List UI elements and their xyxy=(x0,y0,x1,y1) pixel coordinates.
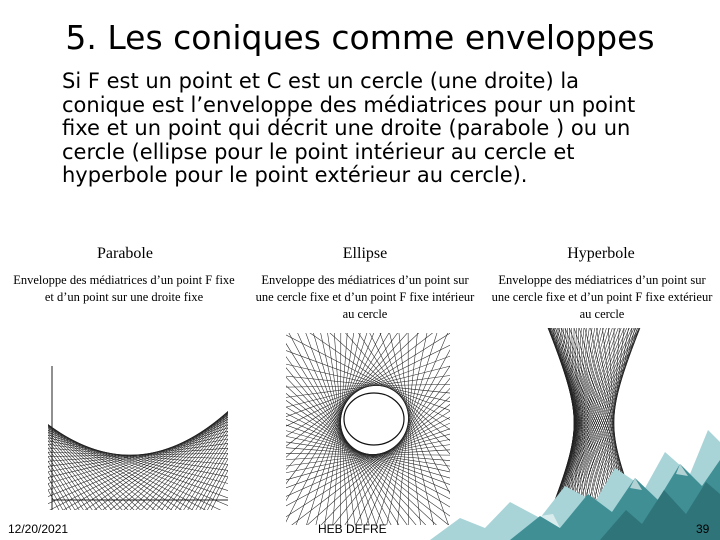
parabole-heading: Parabole xyxy=(97,245,153,262)
ellipse-heading: Ellipse xyxy=(342,245,388,262)
hyperbole-heading: Hyperbole xyxy=(567,245,635,262)
parabole-description: Enveloppe des médiatrices d’un point F fixe et d’un point sur une droite fixe xyxy=(13,273,235,304)
footer-page-number: 39 xyxy=(696,522,710,536)
hyperbole-description: Enveloppe des médiatrices d’un point sur une cercle fixe et d’un point F fixe extérieur au cercle xyxy=(491,273,713,321)
footer-date: 12/20/2021 xyxy=(8,522,69,536)
slide-title: 5. Les coniques comme enveloppes xyxy=(65,18,655,57)
footer-author: HEB DEFRE xyxy=(318,522,387,536)
slide-body-text: Si F est un point et C est un cercle (une droite) la conique est l’enveloppe des médiatrices pour un point fixe et un point qui décrit une droite (parabole ) ou un cercle (ellipse pour le point intérieur au cercle et hyperbole pour le point extérieur au cercle). xyxy=(62,69,636,187)
mountain-decoration xyxy=(390,390,720,540)
parabola-envelope-figure xyxy=(48,360,228,510)
ellipse-description: Enveloppe des médiatrices d’un point sur une cercle fixe et d’un point F fixe intérieur au cercle xyxy=(255,273,475,321)
